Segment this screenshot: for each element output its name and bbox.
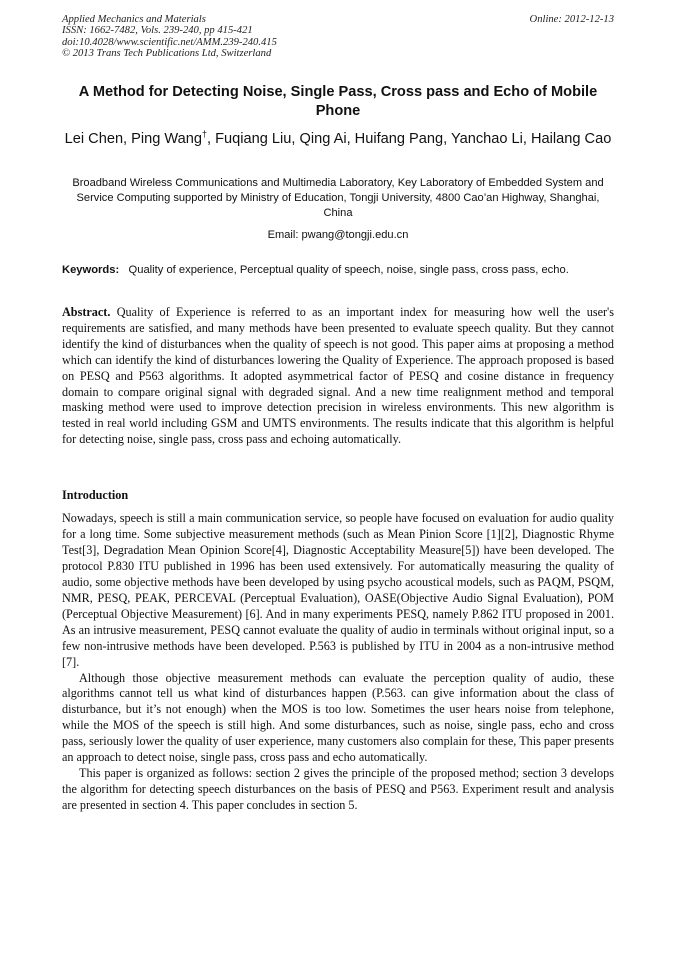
intro-paragraph-3: This paper is organized as follows: section 2 gives the principle of the proposed method; section 3 develops the algorithm for detecting speech disturbances on the basis of PESQ and P563. Experiment result and analysis are presented in section 4. This paper concludes in section 5.	[62, 766, 614, 813]
introduction-body	[62, 511, 614, 814]
intro-paragraph-1: Nowadays, speech is still a main communication service, so people have focused on evaluation for audio quality for a long time. Some subjective measurement methods (such as Mean Pinion Score [1][2], Diagnostic Rhyme Test[3], Degradation Mean Opinion Score[4], Diagnostic Acceptability Measure[5]) have been developed. The protocol P.830 ITU published in 1996 has been used extensively. For automatically measuring the quality of audio, some objective methods have been developed by using psycho acoustical models, such as PAQM, PSQM, NMR, PESQ, PEAK, PERCEVAL (Perceptual Evaluation), OASE(Objective Audio Signal Evaluation), POM (Perceptual Objective Measurement) [6]. And in many experiments PESQ, namely P.862 ITU proposed in 2001. As an intrusive measurement, PESQ cannot evaluate the quality of audio in terminals without original input, so a few non-intrusive methods have been developed. P.563 is published by ITU in 2004 as a non-intrusive method [7].	[62, 511, 614, 669]
affiliation: Broadband Wireless Communications and Multimedia Laboratory, Key Laboratory of Embedded System and Service Computing supported by Ministry of Education, Tongji University, 4800 Cao’an Highway, Shanghai, China	[72, 177, 604, 219]
journal-doi: doi:10.4028/www.scientific.net/AMM.239-240.415	[62, 36, 277, 48]
authors-rest: , Fuqiang Liu, Qing Ai, Huifang Pang, Yanchao Li, Hailang Cao	[207, 131, 612, 147]
journal-copyright: © 2013 Trans Tech Publications Ltd, Switzerland	[62, 48, 272, 60]
online-date: Online: 2012-12-13	[529, 14, 614, 25]
keywords-label: Keywords:	[62, 264, 120, 276]
journal-issn: ISSN: 1662-7482, Vols. 239-240, pp 415-421	[62, 25, 253, 37]
intro-paragraph-2: Although those objective measurement methods can evaluate the perception quality of audio, these algorithms cannot tell us what kind of disturbances happen (P.563. can give information about the class of disturbance, but it’s not enough) when the MOS is too low. Sometimes the user hears noise from telephone, while the MOS of the speech is still high. And some disturbances, such as noise, single pass, echo and cross pass, seriously lower the quality of user experience, many customers also complain for these, This paper presents an approach to detect noise, single pass, cross pass and echo automatically.	[62, 670, 614, 765]
author-email: Email: pwang@tongji.edu.cn	[267, 229, 409, 241]
abstract	[62, 305, 614, 448]
journal-name: Applied Mechanics and Materials	[62, 14, 206, 25]
author-list	[62, 130, 614, 149]
abstract-label: Abstract.	[62, 305, 111, 319]
keywords	[62, 263, 614, 278]
section-heading-introduction: Introduction	[62, 488, 129, 502]
corresponding-author-mark: †	[202, 129, 208, 140]
paper-title: A Method for Detecting Noise, Single Pass, Cross pass and Echo of Mobile Phone	[78, 84, 598, 119]
authors-first: Lei Chen, Ping Wang	[64, 131, 203, 147]
abstract-text: Quality of Experience is referred to as an important index for measuring how well the user's requirements are satisfied, and many methods have been presented to evaluate speech quality. But they cannot identify the kind of disturbances when the quality of speech is not good. This paper aims at proposing a method which can identify the kind of disturbances lowering the Quality of Experience. The approach proposed is based on PESQ and P563 algorithms. It adopted asymmetrical factor of PESQ and cosine distance in frequency domain to compare original signal with degraded signal. And a new time realignment method and temporal masking method were used to improve detection precision in wireless environments. This new algorithm is tested in real world including GSM and UMTS environments. The results indicate that this algorithm is helpful for detecting noise, single pass, cross pass and echoing automatically.	[62, 305, 614, 447]
keywords-text: Quality of experience, Perceptual quality of speech, noise, single pass, cross pass, echo.	[128, 264, 569, 276]
journal-header	[62, 14, 614, 60]
